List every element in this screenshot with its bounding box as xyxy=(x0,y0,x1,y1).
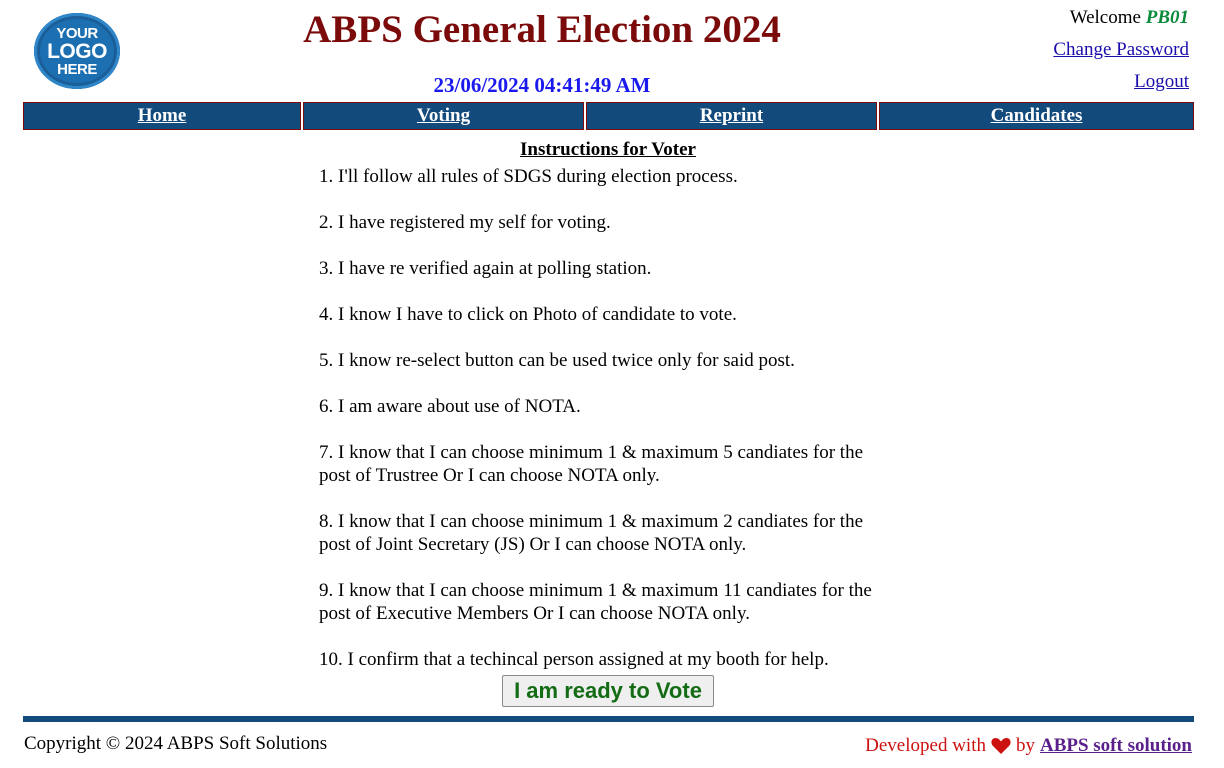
change-password-link[interactable]: Change Password xyxy=(1053,39,1189,60)
by-label: by xyxy=(1015,735,1035,756)
logo-text-line1: YOUR xyxy=(56,24,98,42)
instruction-item: 8. I know that I can choose minimum 1 & maximum 2 candiates for the post of Joint Secretary (JS) Or I can choose NOTA only. xyxy=(319,511,864,555)
main-nav xyxy=(23,102,1194,130)
instruction-item: 1. I'll follow all rules of SDGS during election process. xyxy=(319,166,738,187)
footer-divider xyxy=(23,716,1194,722)
instruction-item: 9. I know that I can choose minimum 1 & maximum 11 candiates for the post of Executive Members Or I can choose NOTA only. xyxy=(319,580,872,624)
developed-with-label: Developed with xyxy=(865,735,986,756)
instruction-item: 6. I am aware about use of NOTA. xyxy=(319,396,581,417)
heart-icon xyxy=(991,737,1011,755)
copyright-text: Copyright © 2024 ABPS Soft Solutions xyxy=(24,733,328,754)
instructions-list xyxy=(319,165,899,671)
instruction-item: 10. I confirm that a techincal person assigned at my booth for help. xyxy=(319,649,829,670)
instruction-item: 2. I have registered my self for voting. xyxy=(319,212,611,233)
instruction-item: 4. I know I have to click on Photo of candidate to vote. xyxy=(319,304,737,325)
nav-reprint[interactable]: Reprint xyxy=(586,102,877,130)
instruction-item: 3. I have re verified again at polling station. xyxy=(319,258,652,279)
user-id: PB01 xyxy=(1145,7,1189,28)
ready-to-vote-button[interactable]: I am ready to Vote xyxy=(502,675,714,707)
current-datetime: 23/06/2024 04:41:49 AM xyxy=(433,73,651,97)
instructions-heading: Instructions for Voter xyxy=(520,139,696,160)
nav-candidates[interactable]: Candidates xyxy=(879,102,1194,130)
user-panel xyxy=(1053,6,1189,94)
instruction-item: 5. I know re-select button can be used twice only for said post. xyxy=(319,350,795,371)
nav-home[interactable]: Home xyxy=(23,102,301,130)
welcome-label: Welcome xyxy=(1069,7,1141,28)
logo-text-line2: LOGO xyxy=(47,39,107,63)
logout-link[interactable]: Logout xyxy=(1134,71,1189,92)
developer-credit xyxy=(865,734,1192,758)
logo-text-line3: HERE xyxy=(57,60,97,78)
welcome-message xyxy=(1053,6,1189,30)
developer-link[interactable]: ABPS soft solution xyxy=(1039,735,1192,756)
nav-voting[interactable]: Voting xyxy=(303,102,584,130)
page-title: ABPS General Election 2024 xyxy=(303,8,781,51)
instruction-item: 7. I know that I can choose minimum 1 & maximum 5 candiates for the post of Trustree Or I can choose NOTA only. xyxy=(319,442,864,486)
